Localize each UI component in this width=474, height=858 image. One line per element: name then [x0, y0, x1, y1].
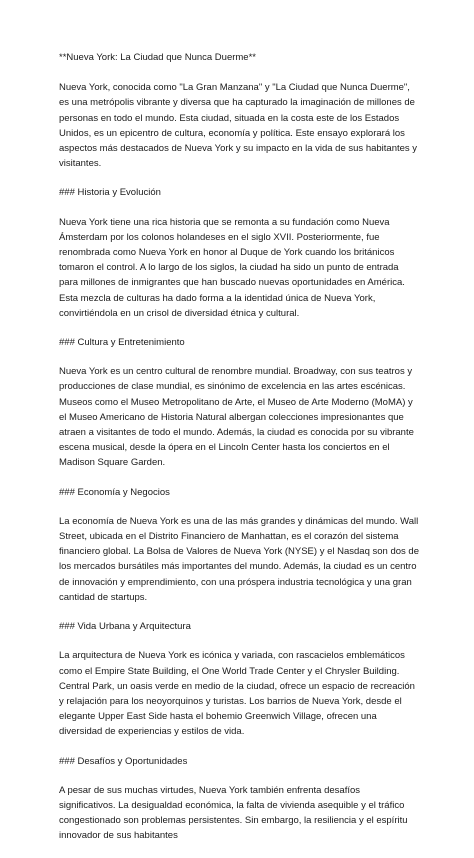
document-body — [59, 50, 419, 858]
section-body-challenges: A pesar de sus muchas virtudes, Nueva York también enfrenta desafíos significativos. La desigualdad económica, la falta de vivienda asequible y el tráfico congestionado son problemas persistentes. Sin embargo, la resiliencia y el espíritu innovador de sus habitantes — [59, 784, 408, 842]
section-heading-urban-life: ### Vida Urbana y Arquitectura — [59, 621, 191, 633]
section-body-history: Nueva York tiene una rica historia que se remonta a su fundación como Nueva Ámsterdam por los colonos holandeses en el siglo XVII. Posteriormente, fue renombrada como Nueva York en honor al Duque de York cuando los británicos tomaron el control. A lo largo de los siglos, la ciudad ha sido un punto de entrada para millones de inmigrantes que han buscado nuevas oportunidades en América. Esta mezcla de culturas ha dado forma a la identidad única de Nueva York, convirtiéndola en un crisol de diversidad étnica y cultural. — [59, 216, 405, 319]
section-body-urban-life: La arquitectura de Nueva York es icónica y variada, con rascacielos emblemáticos como el Empire State Building, el One World Trade Center y el Chrysler Building. Central Park, un oasis verde en medio de la ciudad, ofrece un espacio de recreación y relajación para los neoyorquinos y turistas. Los barrios de Nueva York, desde el elegante Upper East Side hasta el bohemio Greenwich Village, ofrecen una diversidad de experiencias y estilos de vida. — [59, 650, 415, 738]
section-heading-challenges: ### Desafíos y Oportunidades — [59, 755, 188, 767]
section-body-economy: La economía de Nueva York es una de las más grandes y dinámicas del mundo. Wall Street, ubicada en el Distrito Financiero de Manhattan, es el corazón del sistema financiero global. La Bolsa de Valores de Nueva York (NYSE) y el Nasdaq son dos de los mercados bursátiles más importantes del mundo. Además, la ciudad es un centro de innovación y emprendimiento, con una próspera industria tecnológica y una gran cantidad de startups. — [59, 515, 419, 603]
section-heading-culture: ### Cultura y Entretenimiento — [59, 337, 185, 349]
section-heading-economy: ### Economía y Negocios — [59, 486, 170, 498]
section-body-culture: Nueva York es un centro cultural de renombre mundial. Broadway, con sus teatros y producciones de clase mundial, es sinónimo de excelencia en las artes escénicas. Museos como el Museo Metropolitano de Arte, el Museo de Arte Moderno (MoMA) y el Museo Americano de Historia Natural albergan colecciones impresionantes que atraen a visitantes de todo el mundo. Además, la ciudad es conocida por su vibrante escena musical, desde la ópera en el Lincoln Center hasta los conciertos en el Madison Square Garden. — [59, 366, 414, 469]
section-heading-history: ### Historia y Evolución — [59, 187, 161, 199]
document-title: **Nueva York: La Ciudad que Nunca Duerme** — [59, 52, 256, 63]
intro-paragraph: Nueva York, conocida como "La Gran Manzana" y "La Ciudad que Nunca Duerme", es una metrópolis vibrante y diversa que ha capturado la imaginación de millones de personas en todo el mundo. Esta ciudad, situada en la costa este de los Estados Unidos, es un epicentro de cultura, economía y política. Este ensayo explorará los aspectos más destacados de Nueva York y su impacto en la vida de sus habitantes y visitantes. — [59, 82, 418, 170]
